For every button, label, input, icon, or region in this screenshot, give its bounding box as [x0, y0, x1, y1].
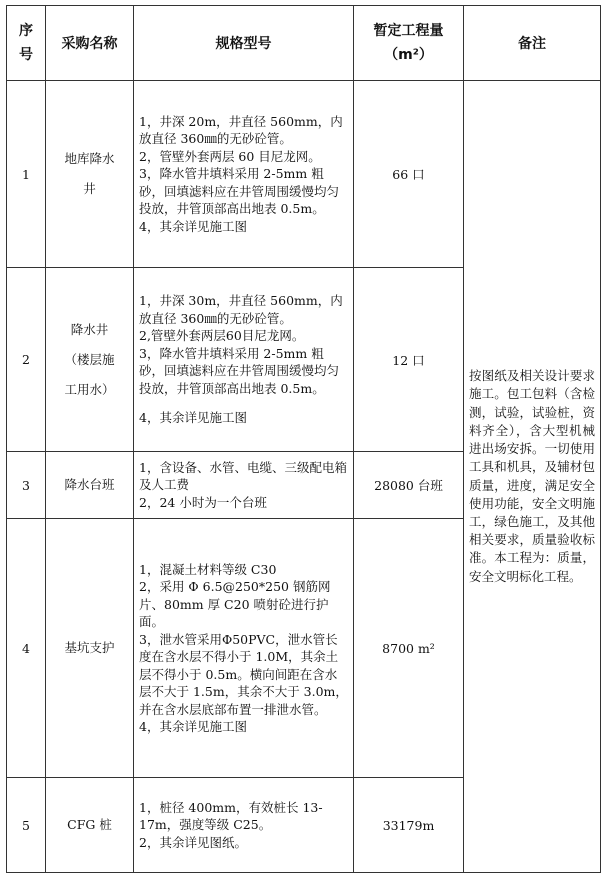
row-qty: 66 口: [354, 81, 464, 268]
row-name-line: 降水井: [70, 321, 109, 337]
row-qty: 33179m: [354, 778, 464, 873]
procurement-table: [6, 5, 601, 873]
header-qty-line-2: （m²）: [384, 47, 433, 63]
row-spec: [134, 81, 354, 268]
row-qty: 28080 台班: [354, 452, 464, 519]
row-name: [46, 268, 134, 452]
header-qty: [354, 6, 464, 81]
row-no: 1: [7, 81, 46, 268]
row-spec: [134, 452, 354, 519]
row-spec: [134, 268, 354, 452]
spec-line: 2，管壁外套两层 60 目尼龙网。: [139, 148, 321, 164]
header-no-line-2: 号: [19, 47, 33, 63]
row-name-line: CFG 桩: [67, 817, 112, 832]
remark-cell: 按图纸及相关设计要求施工。包工包料（含检测，试验，试验桩，资料齐全），含大型机械进出场安拆。一切使用工具和机具，及辅材包质量，进度，满足安全使用功能，安全文明施工，绿色施工，及其他相关要求，质量验收标准。本工程为：质量，安全文明标化工程。: [464, 81, 601, 873]
spec-line: 3，泄水管采用Φ50PVC，泄水管长度在含水层不得小于 1.0M，其余土层不得小于 0.5m。横向间距在含水层不大于 1.5m，其余不大于 3.0m，并在含水层底部布置一排泄水管。: [139, 631, 348, 717]
row-name-line: 基坑支护: [64, 640, 115, 655]
row-name-line: （楼层施: [64, 351, 115, 367]
spec-line: 1，井深 30m，井直径 560mm，内放直径 360㎜的无砂砼管。: [139, 293, 343, 326]
row-name: [46, 519, 134, 778]
spec-line: 1，含设备、水管、电缆、三级配电箱及人工费: [139, 459, 347, 493]
spec-line: 2，其余详见图纸。: [139, 834, 247, 850]
spec-line: 3，降水管井填料采用 2-5mm 粗砂，回填滤料应在井管周围缓慢均匀投放，井管顶部高出地表 0.5m。: [139, 345, 340, 396]
spec-line: 2，采用 Φ 6.5@250*250 钢筋网片、80mm 厚 C20 喷射砼进行护面。: [139, 579, 331, 629]
header-spec: 规格型号: [134, 6, 354, 81]
header-no-line-1: 序: [19, 23, 33, 39]
row-no: 5: [7, 778, 46, 873]
row-qty: 8700 m²: [354, 519, 464, 778]
row-name: [46, 452, 134, 519]
row-spec: [134, 519, 354, 778]
spec-line: 1，井深 20m，井直径 560mm，内放直径 360㎜的无砂砼管。: [139, 113, 343, 147]
table-row: [7, 81, 601, 268]
spec-line: 4，其余详见施工图: [139, 719, 247, 734]
header-qty-line-1: 暂定工程量: [373, 23, 444, 39]
spec-line: 2，24 小时为一个台班: [139, 494, 267, 510]
spec-line: 4，其余详见施工图: [139, 410, 247, 426]
header-row: [7, 6, 601, 81]
spec-line: 1，桩径 400mm，有效桩长 13-17m，强度等级 C25。: [139, 799, 323, 833]
spec-line: 2,管壁外套两层60目尼龙网。: [139, 328, 305, 344]
header-remark: 备注: [464, 6, 601, 81]
row-no: 4: [7, 519, 46, 778]
header-no: [7, 6, 46, 81]
spec-line: 4，其余详见施工图: [139, 218, 247, 234]
spec-line: 1，混凝土材料等级 C30: [139, 561, 277, 577]
row-no: 2: [7, 268, 46, 452]
row-name-line: 地库降水: [64, 151, 115, 166]
row-name: [46, 81, 134, 268]
row-name-line: 井: [83, 181, 96, 196]
row-name-line: 工用水）: [64, 381, 115, 397]
spec-line: 3，降水管井填料采用 2-5mm 粗砂，回填滤料应在井管周围缓慢均匀投放，井管顶部高出地表 0.5m。: [139, 166, 340, 217]
row-qty: 12 口: [354, 268, 464, 452]
row-spec: [134, 778, 354, 873]
header-name: 采购名称: [46, 6, 134, 81]
row-no: 3: [7, 452, 46, 519]
row-name: [46, 778, 134, 873]
spec-gap: [139, 397, 348, 409]
row-name-line: 降水台班: [64, 477, 115, 492]
